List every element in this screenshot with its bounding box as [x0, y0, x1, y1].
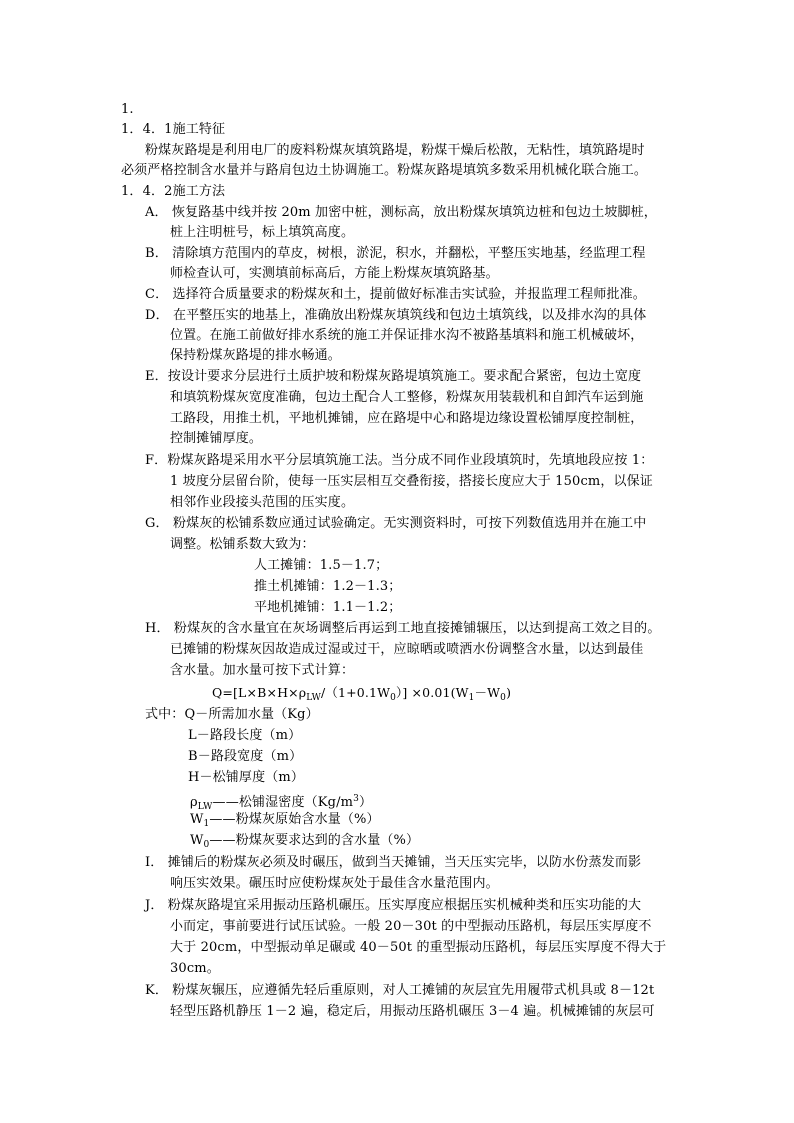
formula-subscript: 0	[500, 693, 507, 703]
formula-part: ）] ×0.01(W	[395, 685, 469, 700]
item-g-line: G． 粉煤灰的松铺系数应通过试验确定。无实测资料时，可按下列数值选用并在施工中	[145, 516, 647, 531]
item-e-line: 工路段，用推土机，平地机摊铺，应在路堤中心和路堤边缘设置松铺厚度控制桩，	[170, 411, 644, 426]
item-f-line: 相邻作业段接头范围的压实度。	[170, 495, 355, 510]
formula-part: )	[506, 685, 512, 700]
item-a-line: A． 恢复路基中线并按 20m 加密中桩，测标高，放出粉煤灰填筑边桩和包边土坡脚桩，	[145, 205, 657, 220]
w1-symbol: W	[190, 812, 204, 827]
loose-coefficient-manual: 人工摊铺：1.5－1.7；	[254, 558, 389, 573]
item-k-line: 轻型压路机静压 1－2 遍，稳定后，用振动压路机碾压 3－4 遍。机械摊铺的灰层可	[170, 1004, 655, 1019]
item-h-line: 含水量。加水量可按下式计算：	[170, 663, 355, 678]
item-j-line: 大于 20cm，中型振动单足碾或 40－50t 的重型振动压路机，每层压实厚度不得大于	[170, 940, 667, 955]
where-b-line: B－路段宽度（m）	[188, 749, 303, 764]
item-f-line: 1 坡度分层留台阶，使每一压实层相互交叠衔接，搭接长度应大于 150cm，以保证	[170, 474, 653, 489]
item-e-line: 控制摊铺厚度。	[170, 431, 263, 446]
item-i-line: 响压实效果。碾压时应使粉煤灰处于最佳含水量范围内。	[170, 876, 499, 891]
item-f-line: F．粉煤灰路堤采用水平分层填筑施工法。当分成不同作业段填筑时，先填地段应按 1：	[145, 453, 654, 468]
rho-end: ）	[358, 795, 373, 810]
formula-part: Q=[L×B×H×ρ	[212, 685, 307, 700]
item-b-line: B． 清除填方范围内的草皮，树根，淤泥，积水，并翻松，平整压实地基，经监理工程	[145, 246, 646, 261]
item-b-line: 师检查认可，实测填前标高后，方能上粉煤灰填筑路基。	[170, 266, 499, 281]
loose-coefficient-bulldozer: 推土机摊铺：1.2－1.3；	[254, 579, 402, 594]
loose-coefficient-grader: 平地机摊铺：1.1－1.2；	[254, 600, 402, 615]
formula-part: －W	[474, 685, 501, 700]
item-j-line: J． 粉煤灰路堤宜采用振动压路机碾压。压实厚度应根据压实机械种类和压实功能的大	[145, 898, 642, 913]
w1-text: ——粉煤灰原始含水量（%）	[209, 812, 380, 827]
section-title: 施工特征	[172, 122, 226, 137]
w0-symbol: W	[190, 833, 204, 848]
where-q-line: 式中：Q－所需加水量（Kg）	[145, 707, 319, 722]
formula-part: /（1+0.1W	[321, 685, 391, 700]
section-1-4-2-heading	[121, 182, 225, 202]
item-h-line: 已摊铺的粉煤灰因故造成过湿或过干，应晾晒或喷洒水份调整含水量，以达到最佳	[170, 642, 644, 657]
item-a-line: 桩上注明桩号，标上填筑高度。	[170, 225, 355, 240]
where-h-line: H－松铺厚度（m）	[188, 770, 305, 785]
heading-number: 1.	[121, 102, 134, 117]
item-d-line: D． 在平整压实的地基上，准确放出粉煤灰填筑线和包边土填筑线，以及排水沟的具体	[145, 308, 647, 323]
w1-subscript: 1	[203, 819, 210, 829]
rho-superscript: 3	[353, 794, 359, 804]
section-number: 1．4．1	[121, 122, 173, 137]
item-k-line: K． 粉煤灰辗压，应遵循先轻后重原则，对人工摊铺的灰层宜先用履带式机具或 8－12t	[145, 983, 655, 998]
section-title: 施工方法	[172, 184, 226, 199]
item-e-line: E．按设计要求分层进行土质护坡和粉煤灰路堤填筑施工。要求配合紧密，包边土宽度	[145, 369, 642, 384]
item-h-line: H． 粉煤灰的含水量宜在灰场调整后再运到工地直接摊铺辗压，以达到提高工效之目的。	[145, 621, 661, 636]
rho-subscript: LW	[197, 802, 213, 812]
w0-subscript: 0	[203, 840, 210, 850]
item-i-line: I． 摊铺后的粉煤灰必须及时碾压，做到当天摊铺，当天压实完毕，以防水份蒸发而影	[145, 855, 642, 870]
item-j-line: 小而定，事前要进行试压试验。一般 20－30t 的中型振动压路机，每层压实厚度不	[170, 919, 652, 934]
section-number: 1．4．2	[121, 184, 173, 199]
formula-subscript: LW	[306, 693, 322, 703]
paragraph-line: 粉煤灰路堤是利用电厂的废料粉煤灰填筑路堤，粉煤干燥后松散，无粘性，填筑路堤时	[145, 143, 645, 158]
item-c-line: C． 选择符合质量要求的粉煤灰和土，提前做好标准击实试验，并报监理工程师批准。	[145, 287, 646, 302]
paragraph-line: 必须严格控制含水量并与路肩包边土协调施工。粉煤灰路堤填筑多数采用机械化联合施工。	[121, 163, 648, 178]
rho-text: ——松铺湿密度（Kg/m	[212, 795, 354, 810]
item-e-line: 和填筑粉煤灰宽度准确，包边土配合人工整修，粉煤灰用装载机和自卸汽车运到施	[170, 390, 644, 405]
item-d-line: 保持粉煤灰路堤的排水畅通。	[170, 348, 341, 363]
section-1-4-1-heading	[121, 120, 225, 140]
formula-subscript: 0	[390, 693, 396, 703]
item-j-line: 30cm。	[170, 961, 220, 976]
w0-text: ——粉煤灰要求达到的含水量（%）	[209, 833, 420, 848]
item-d-line: 位置。在施工前做好排水系统的施工并保证排水沟不被路基填料和施工机械破坏，	[170, 328, 644, 343]
where-w0-line	[190, 831, 419, 855]
rho-symbol: ρ	[190, 795, 198, 810]
where-l-line: L－路段长度（m）	[188, 728, 302, 743]
item-g-line: 调整。松铺系数大致为：	[170, 537, 315, 552]
formula-subscript: 1	[468, 693, 475, 703]
